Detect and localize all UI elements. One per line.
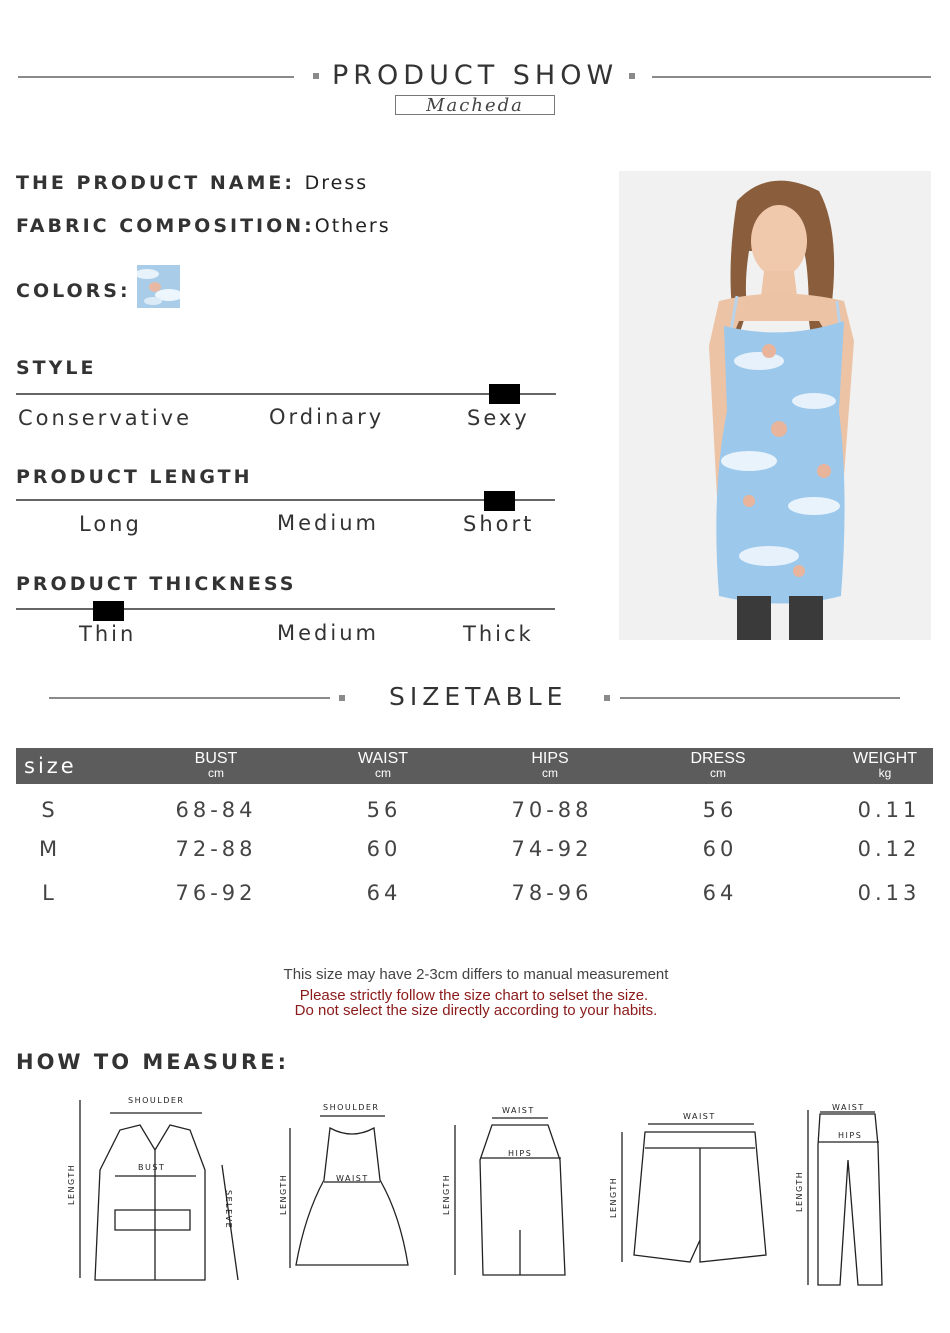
length-option-medium: Medium xyxy=(277,511,379,535)
dress-shoulder-label: SHOULDER xyxy=(323,1103,380,1112)
thickness-option-thick: Thick xyxy=(463,622,534,646)
pants-hips-label: HIPS xyxy=(838,1131,863,1140)
cell-size: L xyxy=(42,881,58,905)
style-option-ordinary: Ordinary xyxy=(269,405,385,429)
jacket-bust-label: BUST xyxy=(138,1163,166,1172)
fabric-row xyxy=(16,215,391,237)
thickness-label: PRODUCT THICKNESS xyxy=(16,573,297,595)
size-table-header xyxy=(16,748,933,784)
jacket-shoulder-label: SHOULDER xyxy=(128,1096,185,1105)
length-label: PRODUCT LENGTH xyxy=(16,466,253,488)
length-scale-line xyxy=(16,499,555,501)
cell-weight: 0.13 xyxy=(857,881,921,905)
measure-diagrams xyxy=(0,1085,950,1305)
header-dot-right xyxy=(629,73,635,79)
style-marker xyxy=(489,384,520,404)
style-scale-line xyxy=(16,393,556,395)
fabric-value: Others xyxy=(314,215,391,237)
length-option-short: Short xyxy=(463,512,535,536)
cell-size: S xyxy=(41,798,59,822)
how-to-measure-title: HOW TO MEASURE: xyxy=(16,1050,289,1074)
cell-bust: 72-88 xyxy=(175,837,257,861)
thickness-option-thin: Thin xyxy=(79,622,137,646)
skirt-length-label: LENGTH xyxy=(442,1173,451,1215)
col-header-size: size xyxy=(24,754,77,778)
style-option-conservative: Conservative xyxy=(18,406,193,430)
cell-hips: 78-96 xyxy=(511,881,593,905)
sizetable-rule-left xyxy=(49,697,330,699)
jacket-diagram xyxy=(80,1100,238,1280)
sizetable-rule-right xyxy=(620,697,900,699)
product-photo xyxy=(619,171,931,640)
brand-logo: Macheda xyxy=(395,95,555,115)
header-rule-left xyxy=(18,76,294,78)
cell-waist: 60 xyxy=(366,837,402,861)
colors-label: COLORS: xyxy=(16,280,131,302)
sizetable-dot-right xyxy=(604,695,610,701)
cell-size: M xyxy=(38,837,62,861)
skirt-waist-label: WAIST xyxy=(502,1106,535,1115)
length-marker xyxy=(484,491,515,511)
cell-hips: 70-88 xyxy=(511,798,593,822)
cell-dress: 60 xyxy=(702,837,738,861)
sizetable-dot-left xyxy=(339,695,345,701)
dress-length-label: LENGTH xyxy=(279,1173,288,1215)
dress-diagram xyxy=(290,1116,408,1268)
cell-weight: 0.11 xyxy=(857,798,921,822)
sizetable-title: SIZETABLE xyxy=(389,682,568,711)
size-warning-2: Do not select the size directly according to your habits. xyxy=(294,1002,658,1019)
shorts-diagram xyxy=(622,1124,766,1262)
shorts-length-label: LENGTH xyxy=(609,1176,618,1218)
cell-hips: 74-92 xyxy=(511,837,593,861)
fabric-label: FABRIC COMPOSITION: xyxy=(16,215,315,237)
col-header-dress: DRESS cm xyxy=(690,750,746,780)
product-name-value: Dress xyxy=(304,172,369,194)
col-header-waist: WAIST cm xyxy=(357,750,409,780)
jacket-sleeve-label: SELEVE xyxy=(224,1190,233,1230)
skirt-diagram xyxy=(455,1118,565,1275)
shorts-waist-label: WAIST xyxy=(683,1112,716,1121)
pants-waist-label: WAIST xyxy=(832,1103,865,1112)
cell-weight: 0.12 xyxy=(857,837,921,861)
color-swatch[interactable] xyxy=(137,265,180,308)
cell-waist: 64 xyxy=(366,881,402,905)
pants-length-label: LENGTH xyxy=(795,1170,804,1212)
size-warning-1: Please strictly follow the size chart to selset the size. xyxy=(299,987,649,1004)
col-header-weight: WEIGHT kg xyxy=(853,750,917,780)
cell-bust: 68-84 xyxy=(175,798,257,822)
jacket-length-label: LENGTH xyxy=(67,1163,76,1205)
thickness-marker xyxy=(93,601,124,621)
page-title: PRODUCT SHOW xyxy=(332,60,619,91)
product-name-row xyxy=(16,172,368,194)
col-header-bust: BUST cm xyxy=(194,750,238,780)
measurement-note: This size may have 2-3cm differs to manual measurement xyxy=(283,966,669,983)
product-name-label: THE PRODUCT NAME: xyxy=(16,172,295,194)
cell-bust: 76-92 xyxy=(175,881,257,905)
cell-waist: 56 xyxy=(366,798,402,822)
dress-waist-label: WAIST xyxy=(336,1174,369,1183)
header-dot-left xyxy=(313,73,319,79)
cell-dress: 56 xyxy=(702,798,738,822)
skirt-hips-label: HIPS xyxy=(508,1149,533,1158)
col-header-hips: HIPS cm xyxy=(531,750,569,780)
header-rule-right xyxy=(652,76,931,78)
style-option-sexy: Sexy xyxy=(467,406,530,430)
cell-dress: 64 xyxy=(702,881,738,905)
style-label: STYLE xyxy=(16,357,97,379)
thickness-option-medium: Medium xyxy=(277,621,379,645)
length-option-long: Long xyxy=(79,512,142,536)
